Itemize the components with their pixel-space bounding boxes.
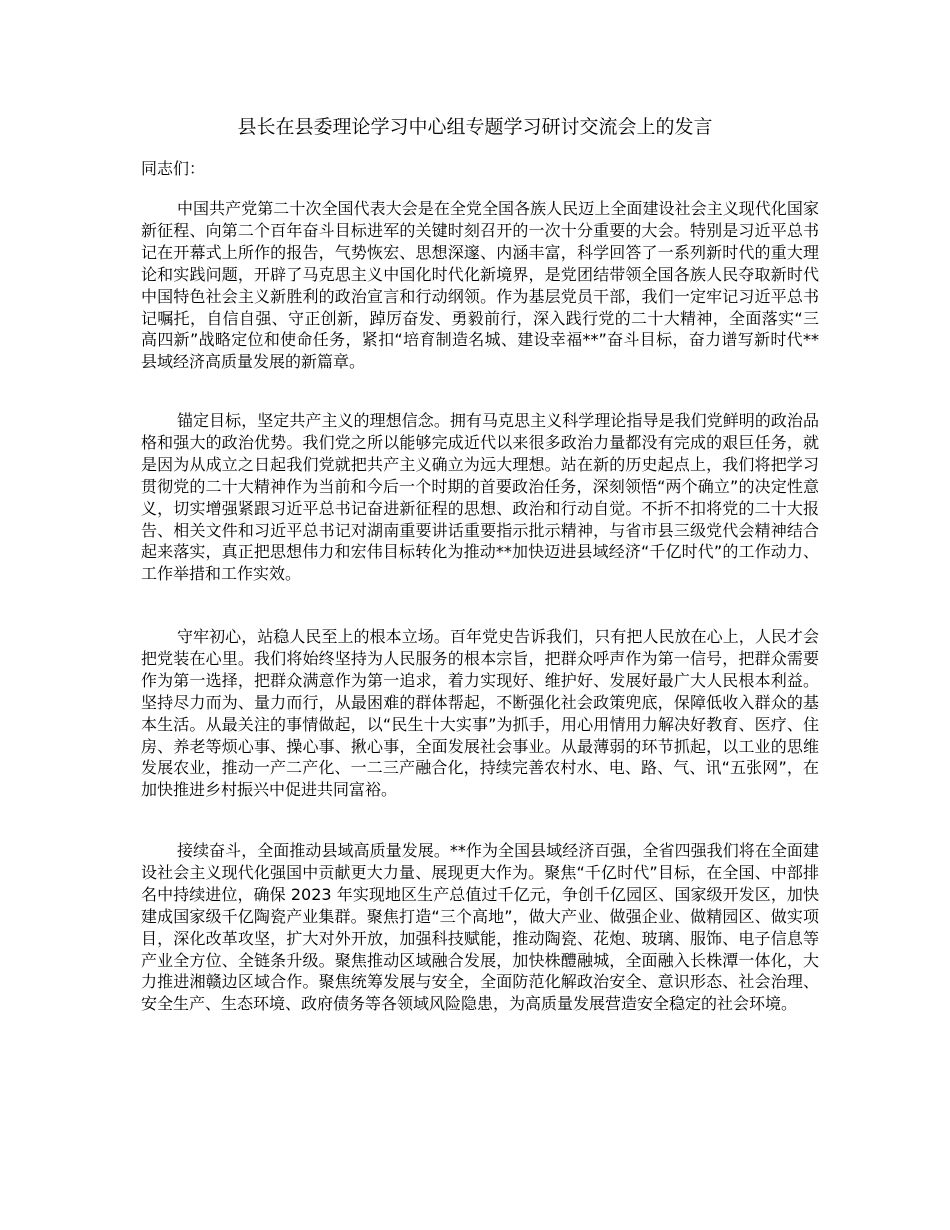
salutation: 同志们： [141, 159, 206, 178]
paragraph-intro: 中国共产党第二十次全国代表大会是在全党全国各族人民迈上全面建设社会主义现代化国家新征程、向第二个百年奋斗目标进军的关键时刻召开的一次十分重要的大会。特别是习近平总书记在开幕式上所作的报告，气势恢宏、思想深邃、内涵丰富，科学回答了一系列新时代的重大理论和实践问题，开辟了马克思主义中国化时代化新境界，是党团结带领全国各族人民夺取新时代中国特色社会主义新胜利的政治宣言和行动纲领。作为基层党员干部，我们一定牢记习近平总书记嘱托，自信自强、守正创新，踔厉奋发、勇毅前行，深入践行党的二十大精神，全面落实“三高四新”战略定位和使命任务，紧扣“培育制造名城、建设幸福**”奋斗目标，奋力谱写新时代**县域经济高质量发展的新篇章。 [141, 199, 819, 372]
paragraph-ideals: 锚定目标，坚定共产主义的理想信念。拥有马克思主义科学理论指导是我们党鲜明的政治品格和强大的政治优势。我们党之所以能够完成近代以来很多政治力量都没有完成的艰巨任务，就是因为从成立之日起我们党就把共产主义确立为远大理想。站在新的历史起点上，我们将把学习贯彻党的二十大精神作为当前和今后一个时期的首要政治任务，深刻领悟“两个确立”的决定性意义，切实增强紧跟习近平总书记奋进新征程的思想、政治和行动自觉。不折不扣将党的二十大报告、相关文件和习近平总书记对湖南重要讲话重要指示批示精神，与省市县三级党代会精神结合起来落实，真正把思想伟力和宏伟目标转化为推动**加快迈进县域经济“千亿时代”的工作动力、工作举措和工作实效。 [141, 411, 819, 584]
paragraph-people: 守牢初心，站稳人民至上的根本立场。百年党史告诉我们，只有把人民放在心上，人民才会把党装在心里。我们将始终坚持为人民服务的根本宗旨，把群众呼声作为第一信号，把群众需要作为第一选择，把群众满意作为第一追求，着力实现好、维护好、发展好最广大人民根本利益。坚持尽力而为、量力而行，从最困难的群体帮起，不断强化社会政策兜底，保障低收入群众的基本生活。从最关注的事情做起，以“民生十大实事”为抓手，用心用情用力解决好教育、医疗、住房、养老等烦心事、操心事、揪心事，全面发展社会事业。从最薄弱的环节抓起，以工业的思维发展农业，推动一产二产化、一二三产融合化，持续完善农村水、电、路、气、讯“五张网”，在加快推进乡村振兴中促进共同富裕。 [141, 627, 819, 800]
paragraph-development: 接续奋斗，全面推动县域高质量发展。**作为全国县域经济百强，全省四强我们将在全面建设社会主义现代化强国中贡献更大力量、展现更大作为。聚焦“千亿时代”目标，在全国、中部排名中持续进位，确保 2023 年实现地区生产总值过千亿元，争创千亿园区、国家级开发区，加快建成国家级千亿陶瓷产业集群。聚焦打造“三个高地”，做大产业、做强企业、做精园区、做实项目，深化改革攻坚，扩大对外开放，加强科技赋能，推动陶瓷、花炮、玻璃、服饰、电子信息等产业全方位、全链条升级。聚焦推动区域融合发展，加快株醴融城，全面融入长株潭一体化，大力推进湘赣边区域合作。聚焦统筹发展与安全，全面防范化解政治安全、意识形态、社会治理、安全生产、生态环境、政府债务等各领域风险隐患，为高质量发展营造安全稳定的社会环境。 [141, 841, 819, 1014]
document-title: 县长在县委理论学习中心组专题学习研讨交流会上的发言 [237, 116, 713, 138]
